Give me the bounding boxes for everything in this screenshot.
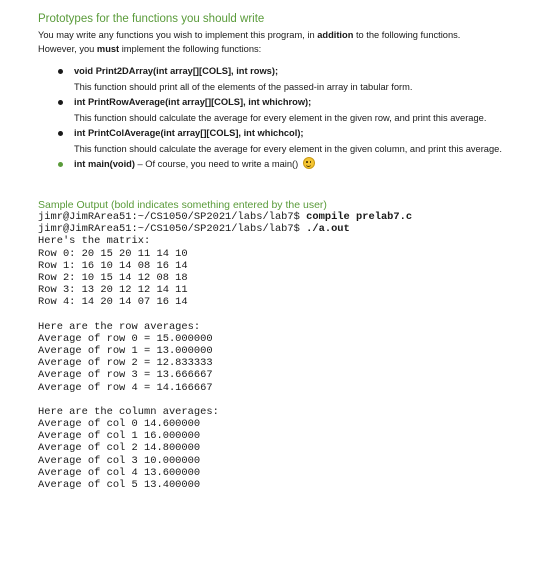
intro-paragraph: [38, 28, 538, 56]
row-average-line: Average of row 0 = 15.000000: [38, 332, 213, 345]
bullet-icon: [58, 100, 63, 105]
smiley-icon: [303, 157, 315, 169]
prototype-description: This function should print all of the elements of the passed-in array in tabular form.: [74, 82, 413, 92]
row-average-line: Average of row 4 = 14.166667: [38, 381, 213, 394]
intro-text: However, you: [38, 44, 97, 54]
prototype-list: [38, 64, 538, 171]
prototype-signature: int PrintRowAverage(int array[][COLS], int whichrow);: [74, 97, 312, 107]
matrix-row: Row 1: 16 10 14 08 16 14: [38, 259, 188, 272]
terminal-output: [38, 211, 538, 491]
intro-bold-must: must: [96, 44, 120, 54]
prototype-item: [38, 64, 538, 94]
col-average-line: Average of col 2 14.800000: [38, 442, 201, 455]
prototype-signature: void Print2DArray(int array[][COLS], int rows);: [74, 66, 279, 76]
intro-bold-addition: addition: [317, 30, 354, 40]
prototype-description: This function should calculate the average for every element in the given column, and print this average.: [74, 144, 502, 154]
col-average-line: Average of col 0 14.600000: [38, 418, 201, 431]
matrix-row: Row 2: 10 15 14 12 08 18: [38, 272, 188, 285]
shell-prompt: jimr@JimRArea51:~/CS1050/SP2021/labs/lab7$: [38, 223, 307, 236]
col-average-line: Average of col 5 13.400000: [38, 479, 201, 492]
intro-text: implement the following functions:: [119, 44, 262, 54]
prototypes-heading: Prototypes for the functions you should write: [38, 13, 265, 25]
matrix-row: Row 3: 13 20 12 12 14 11: [38, 284, 188, 297]
terminal-line: [38, 211, 538, 223]
row-average-line: Average of row 1 = 13.000000: [38, 345, 213, 358]
matrix-row: Row 4: 14 20 14 07 16 14: [38, 296, 188, 309]
user-command: ./a.out: [306, 223, 350, 236]
prototype-signature: int PrintColAverage(int array[][COLS], int whichcol);: [74, 128, 304, 138]
main-text: – Of course, you need to write a main(): [134, 159, 301, 169]
prototype-item: [38, 95, 538, 125]
bullet-icon: [58, 131, 63, 136]
matrix-header: Here's the matrix:: [38, 235, 151, 248]
row-averages-header: Here are the row averages:: [38, 320, 201, 333]
document-page: [38, 12, 538, 491]
sample-output-heading: Sample Output (bold indicates something entered by the user): [38, 199, 327, 211]
bullet-icon: [58, 162, 63, 167]
terminal-line: [38, 223, 538, 235]
prototype-item-main: [38, 157, 538, 171]
col-average-line: Average of col 3 10.000000: [38, 454, 201, 467]
col-average-line: Average of col 4 13.600000: [38, 466, 201, 479]
prototype-item: [38, 126, 538, 156]
user-command: compile prelab7.c: [306, 211, 413, 223]
bullet-icon: [58, 69, 63, 74]
main-item-line: [74, 157, 538, 171]
prototype-description: This function should calculate the average for every element in the given row, and print this average.: [74, 113, 487, 123]
matrix-row: Row 0: 20 15 20 11 14 10: [38, 247, 188, 260]
col-averages-header: Here are the column averages:: [38, 405, 219, 418]
main-signature: int main(void): [74, 159, 135, 169]
shell-prompt: jimr@JimRArea51:~/CS1050/SP2021/labs/lab7$: [38, 211, 307, 223]
row-average-line: Average of row 3 = 13.666667: [38, 369, 213, 382]
intro-text: to the following functions.: [353, 30, 461, 40]
col-average-line: Average of col 1 16.000000: [38, 430, 201, 443]
row-average-line: Average of row 2 = 12.833333: [38, 357, 213, 370]
intro-text: You may write any functions you wish to implement this program, in: [38, 30, 318, 40]
